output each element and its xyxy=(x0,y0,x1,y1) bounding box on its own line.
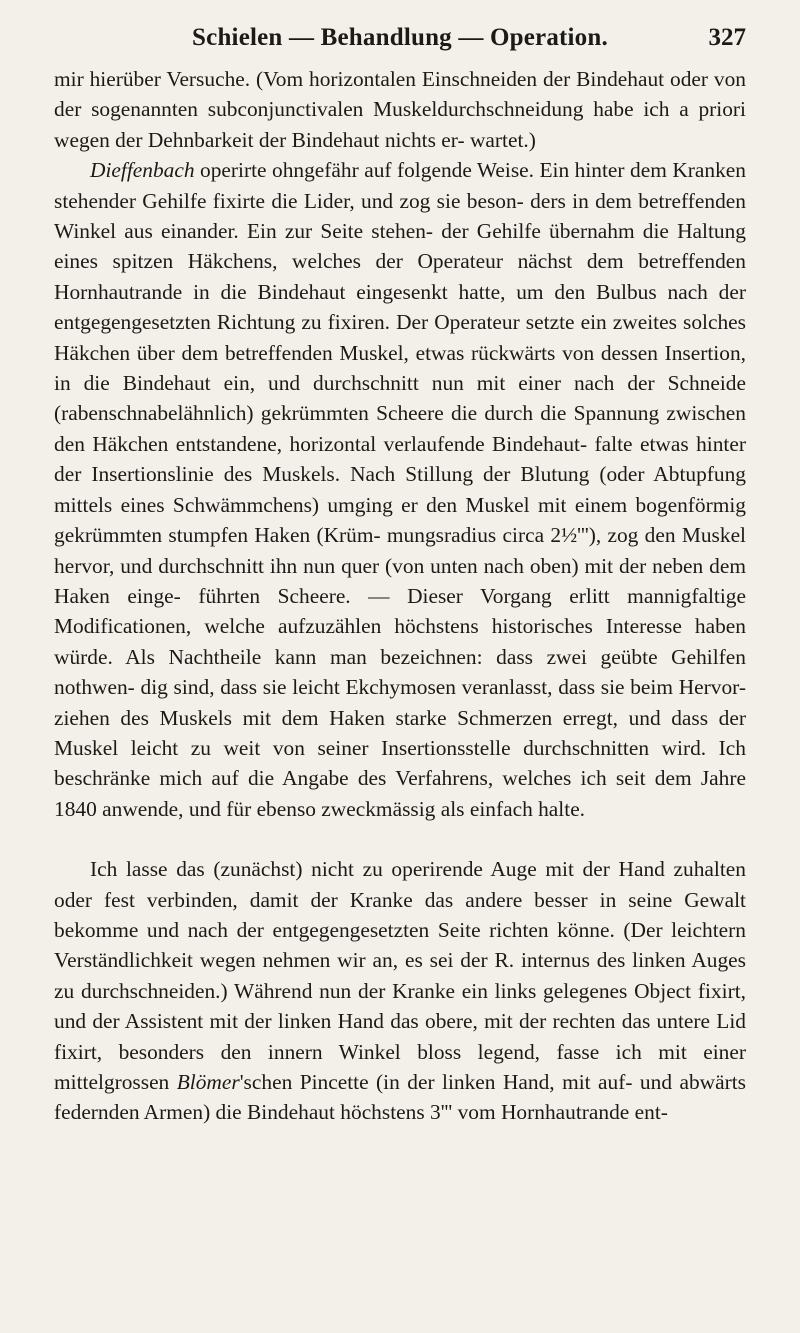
author-name: Blömer xyxy=(176,1070,240,1094)
text-line: ziehen des Muskels mit dem Haken starke Schmerzen erregt, und dass xyxy=(54,705,709,730)
text-line: der Kranke ein links gelegenes Object fixirt, und der Assistent mit der xyxy=(54,978,746,1034)
text-line: wird. Ich beschränke mich auf die Angabe des Verfahrens, welches xyxy=(54,735,746,791)
text-line: zuhalten oder fest verbinden, damit der Kranke das andere besser in xyxy=(54,857,746,912)
text-line: ich seit dem Jahre 1840 anwende, und für ebenso zweckmässig als xyxy=(54,766,746,821)
text-line: mungsradius circa 2½'''), zog den Muskel hervor, und durchschnitt xyxy=(54,523,747,578)
text-line: der Gehilfe übernahm die Haltung eines spitzen Häkchens, welches der xyxy=(54,219,746,274)
body-text xyxy=(54,64,746,1128)
text-line: federnden Armen) die Bindehaut höchstens 3''' vom Hornhautrande ent- xyxy=(54,1100,668,1125)
text-line: falte etwas hinter der Insertionslinie des Muskels. Nach Stillung der xyxy=(54,431,746,487)
text-line: linken Hand das obere, mit der rechten das untere Lid fixirt, besonders xyxy=(54,1009,746,1064)
text-line: zwischen den Häkchen entstandene, horizontal verlaufende Bindehaut- xyxy=(54,401,746,456)
paragraph-3 xyxy=(54,854,746,1128)
running-title: Schielen — Behandlung — Operation. xyxy=(192,24,608,51)
text-line: dig sind, dass sie leicht Ekchymosen veranlasst, dass sie beim Hervor- xyxy=(140,675,746,700)
text-line: dem Kranken stehender Gehilfe fixirte die Lider, und zog sie beson- xyxy=(54,158,746,213)
running-header xyxy=(54,24,746,64)
text-line: oder von der sogenannten subconjunctivalen Muskeldurchschneidung xyxy=(54,67,746,122)
paragraph-gap xyxy=(54,824,746,854)
text-line: Operateur nächst dem betreffenden Hornhautrande in die Bindehaut xyxy=(54,249,746,304)
text-line: dem betreffenden Muskel, etwas rückwärts von dessen Insertion, in die xyxy=(54,340,746,396)
text-line: welche aufzuzählen höchstens historisches Interesse haben würde. Als xyxy=(54,614,746,669)
text-line: Blutung (oder Abtupfung mittels eines Schwämmchens) umging er den xyxy=(54,462,746,517)
text-line: könne. (Der leichtern Verständlichkeit wegen nehmen wir an, es sei xyxy=(54,917,746,973)
text-line: zu fixiren. Der Operateur setzte ein zweites solches Häkchen über xyxy=(54,310,746,365)
text-line: mir hierüber Versuche. (Vom horizontalen Einschneiden der Bindehaut xyxy=(54,67,665,91)
text-line: der R. internus des linken Auges zu durchschneiden.) Während nun xyxy=(54,948,746,1003)
text-line: den innern Winkel bloss legend, fasse ich mit einer mittelgrossen xyxy=(54,1039,747,1094)
text-line: der Muskel leicht zu weit von seiner Insertionsstelle durchschnitten xyxy=(54,705,746,760)
text-line: Bindehaut ein, und durchschnitt nun mit einer nach der Schneide xyxy=(122,371,746,396)
text-line: seine Gewalt bekomme und nach der entgegengesetzten Seite richten xyxy=(54,887,746,942)
text-line: einfach halte. xyxy=(469,796,586,821)
text-line: ihn nun quer (von unten nach oben) mit der neben dem Haken einge- xyxy=(54,553,746,608)
text-line: 'schen Pincette (in der linken Hand, mit auf- und abwärts xyxy=(239,1070,746,1094)
text-line: Ich lasse das (zunächst) nicht zu operirende Auge mit der Hand xyxy=(90,857,665,882)
paragraph-1 xyxy=(54,64,746,155)
text-line: habe ich a priori wegen der Dehnbarkeit der Bindehaut nichts er- xyxy=(54,97,746,152)
text-line: (rabenschnabelähnlich) gekrümmten Scheere die durch die Spannung xyxy=(54,401,660,426)
page-number: 327 xyxy=(708,24,746,51)
text-line: eingesenkt hatte, um den Bulbus nach der entgegengesetzten Richtung xyxy=(54,279,746,335)
paragraph-2 xyxy=(54,155,746,824)
text-line: führten Scheere. — Dieser Vorgang erlitt mannigfaltige Modificationen, xyxy=(54,583,746,639)
author-name: Dieffenbach xyxy=(90,158,195,183)
text-line: Nachtheile kann man bezeichnen: dass zwei geübte Gehilfen nothwen- xyxy=(54,644,746,700)
text-line: operirte ohngefähr auf folgende Weise. Ein hinter xyxy=(194,158,625,183)
text-line: wartet.) xyxy=(469,127,536,152)
text-line: Muskel mit einem bogenförmig gekrümmten stumpfen Haken (Krüm- xyxy=(54,492,746,548)
text-line: ders in dem betreffenden Winkel aus einander. Ein zur Seite stehen- xyxy=(54,188,746,244)
